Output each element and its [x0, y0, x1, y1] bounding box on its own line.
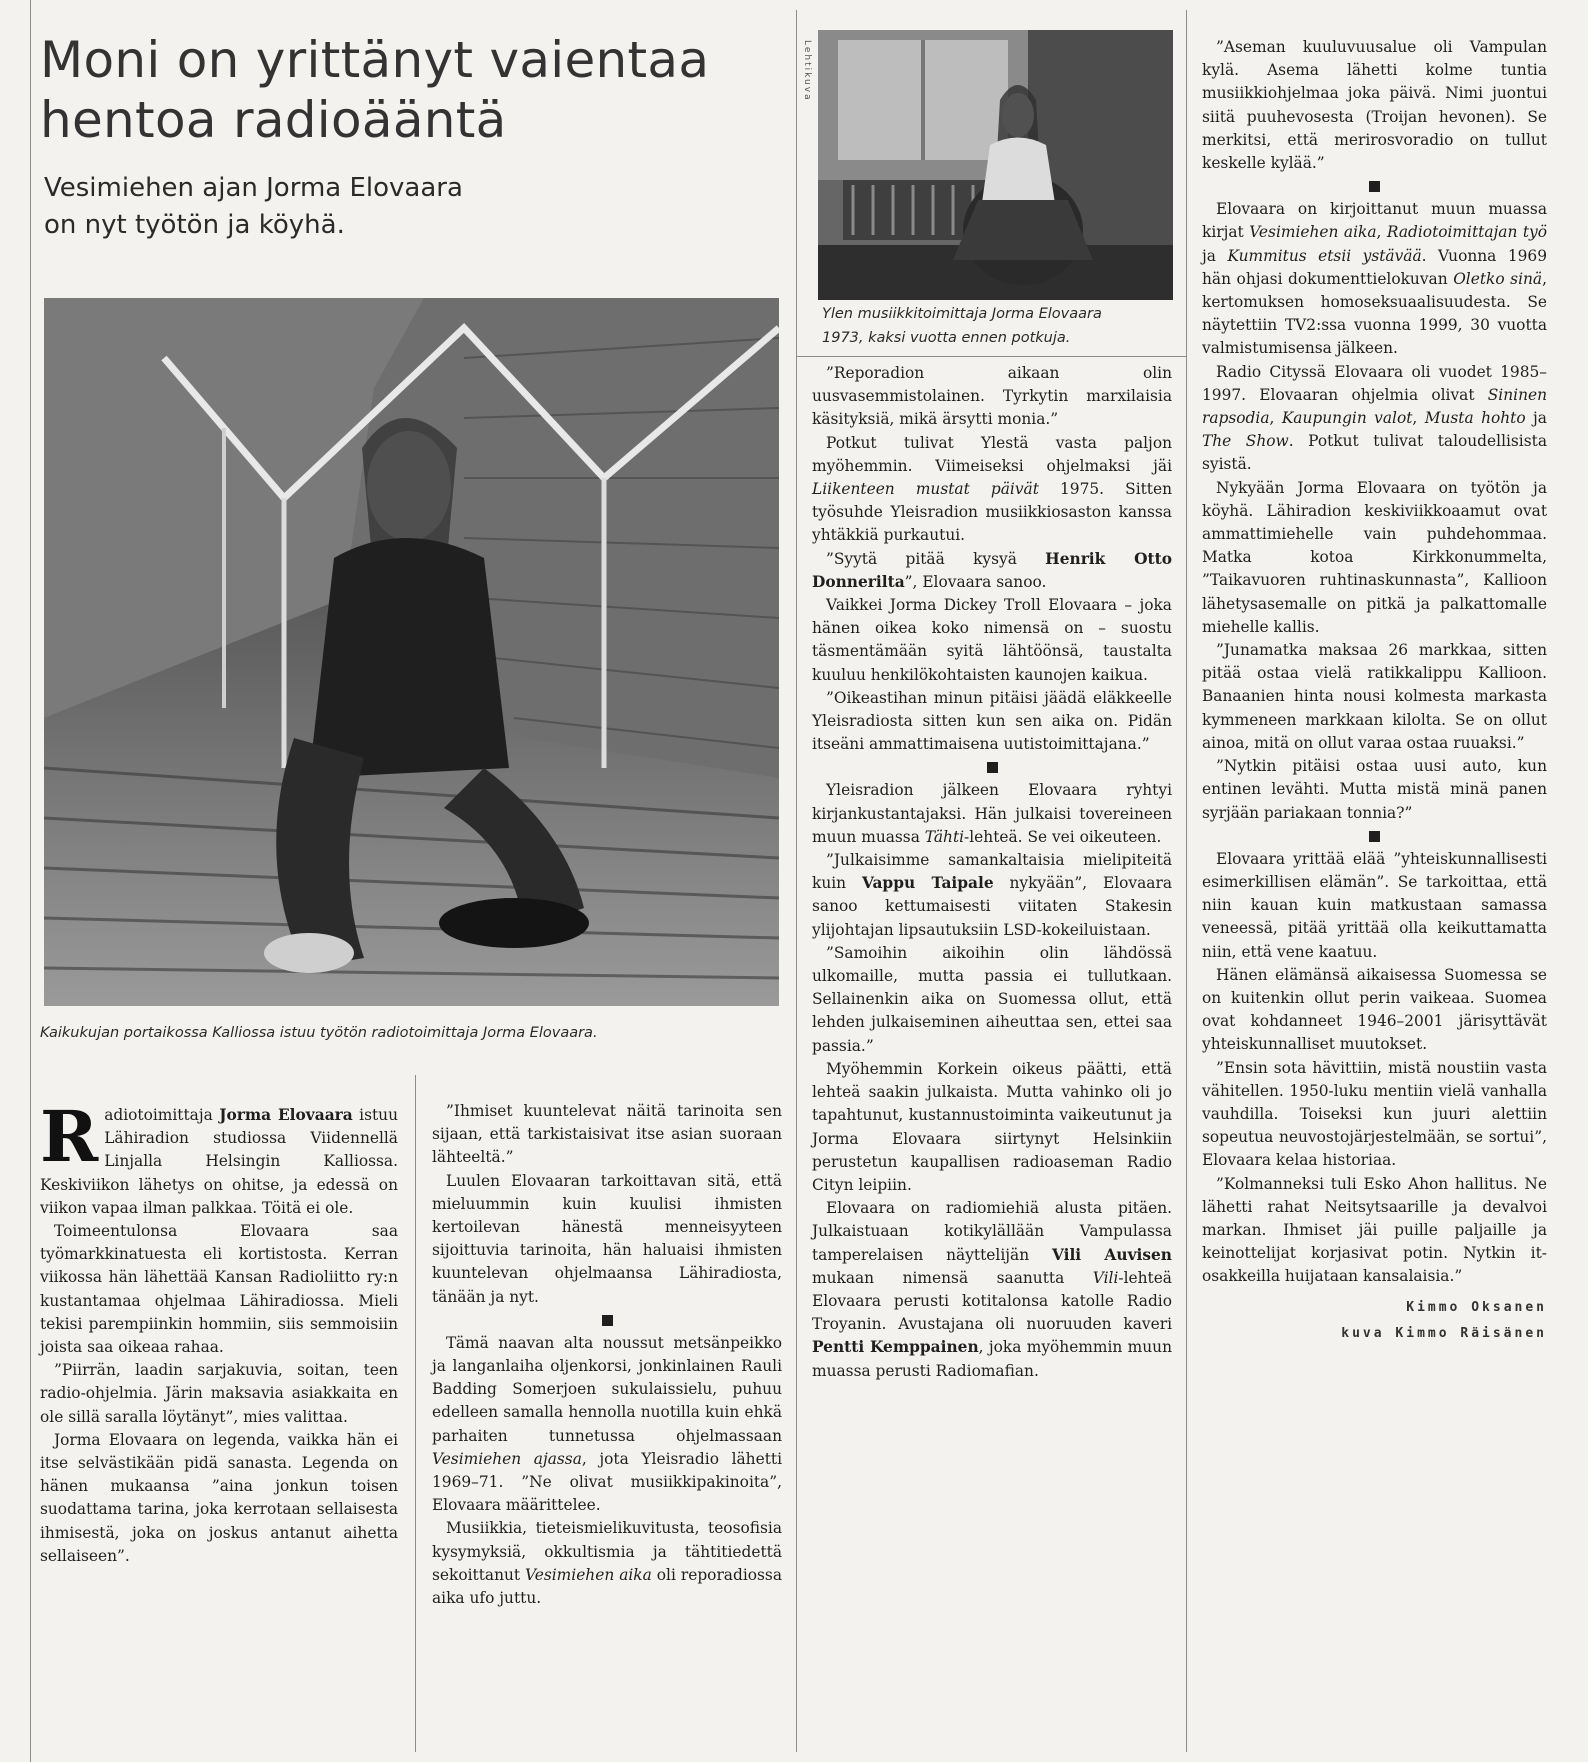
article-paragraph — [432, 1332, 782, 1518]
article-column-3 — [812, 362, 1172, 1383]
headline — [40, 30, 760, 150]
text-run: Elovaara on radiomiehiä alusta pitäen. Julkaistuaan kotikylällään Vampulassa tamperelaisen näyttelijän — [812, 1199, 1172, 1264]
person-name: Henrik Otto Donnerilta — [812, 549, 1172, 591]
text-run: adiotoimittaja — [104, 1106, 220, 1124]
headline-line-1: Moni on yrittänyt vaientaa — [40, 31, 710, 89]
subheadline-line-2: on nyt työtön ja köyhä. — [44, 210, 345, 240]
divider-under-small-photo — [796, 356, 1186, 357]
divider-col3-col4 — [1186, 10, 1187, 1752]
article-paragraph: ”Ihmiset kuuntelevat näitä tarinoita sen sijaan, että tarkistaisivat itse asian suoraan lähteeltä.” — [432, 1102, 782, 1167]
article-paragraph: Toimeentulonsa Elovaara saa työmarkkinatuesta eli kortistosta. Kerran viikossa hän lähettää Kansan Radioliitto ry:n kustantamaa ohjelmaa Lähiradiossa. Mieli tekisi parempiinkin hommiin, siis semmoisiin joista saa oikeaa rahaa. — [40, 1222, 398, 1357]
text-run: Musiikkia, tieteismielikuvitusta, teosofisia kysymyksiä, okkultismia ja tähtitiedettä sekoittanut — [432, 1519, 782, 1584]
text-run: ja — [1525, 409, 1547, 428]
small-photo — [818, 30, 1173, 300]
text-run: , joka myöhemmin muun muassa perusti Radiomafian. — [812, 1338, 1172, 1380]
program-title: Kaupungin valot — [1281, 409, 1413, 428]
article-paragraph: ”Reporadion aikaan olin uusvasemmistolainen. Tyrkytin marxilaisia käsityksiä, mikä ärsytti monia.” — [812, 364, 1172, 429]
article-column-2 — [432, 1100, 782, 1610]
program-title: Musta hohto — [1424, 409, 1526, 428]
person-name: Vappu Taipale — [861, 874, 994, 893]
drop-cap: R — [40, 1095, 99, 1178]
publication-title: Vili — [1092, 1268, 1119, 1287]
photo-credit: kuva Kimmo Räisänen — [1341, 1325, 1547, 1341]
article-paragraph: ”Kolmanneksi tuli Esko Ahon hallitus. Ne lähetti rahat Neitsytsaarille ja devalvoi markan. Ihmiset jäi puille paljaille ja keinottelijat korjasivat potin. Nytkin it-osakkeilla huijataan kansalaisia.” — [1202, 1174, 1547, 1286]
text-run: , — [1376, 223, 1387, 242]
text-run: Tämä naavan alta noussut metsänpeikko ja langanlaiha oljenkorsi, jonkinlainen Rauli Badding Somerjoen sukulaissielu, puhuu edelleen samalla hennolla nuotilla kuin ehkä parhaiten tunnetussa ohjelmassaan — [432, 1333, 782, 1445]
film-title: Oletko sinä — [1453, 269, 1543, 288]
section-break-square — [1369, 181, 1380, 192]
small-photo-caption — [822, 302, 1182, 350]
text-run: mukaan nimensä saanutta — [812, 1268, 1093, 1287]
text-run: ”Syytä pitää kysyä — [826, 549, 1046, 568]
program-title: Vesimiehen ajassa — [432, 1449, 582, 1468]
article-paragraph: Luulen Elovaaran tarkoittavan sitä, että mieluummin kuin kuulisi ihmisten kertoilevan hänestä menneisyyteen sijoittuvia tarinoita, hän haluaisi ihmisten kuuntelevan ohjelmaansa Lähiradiosta, tänään ja nyt. — [432, 1171, 782, 1306]
small-photo-credit: Lehtikuva — [802, 40, 812, 102]
article-paragraph: ”Piirrän, laadin sarjakuvia, soitan, teen radio-ohjelmia. Järin maksavia asiakkaita en ole sillä saralla löytänyt”, mies valittaa. — [40, 1361, 398, 1426]
text-run: . Vuonna 1969 hän ohjasi dokumenttielokuvan — [1202, 246, 1548, 288]
person-name: Pentti Kemppainen — [812, 1338, 979, 1357]
article-paragraph — [1202, 198, 1547, 360]
headline-line-2: hentoa radioääntä — [40, 91, 507, 149]
divider-photo-col — [796, 10, 797, 1752]
program-title: Liikenteen mustat päivät — [812, 480, 1039, 499]
article-paragraph: Hänen elämänsä aikaisessa Suomessa se on kuitenkin ollut perin vaikeaa. Suomea ovat kohdanneet 1946–2001 järisyttävät yhteiskunnalliset muutokset. — [1202, 965, 1547, 1054]
person-name: Jorma Elovaara — [219, 1106, 353, 1124]
article-paragraph — [812, 432, 1172, 548]
section-break-square — [602, 1315, 613, 1326]
text-run: nykyään”, Elovaara sanoo kettumaisesti viitaten Stakesin ylijohtajan lipsautuksiin LSD-kokeiluistaan. — [812, 874, 1172, 939]
text-run: 1975. Sitten työsuhde Yleisradion musiikkiosaston kanssa yhtäkkiä purkautui. — [812, 480, 1173, 545]
program-title: Vesimiehen aika — [525, 1565, 652, 1584]
article-paragraph — [432, 1517, 782, 1610]
article-paragraph: ”Aseman kuuluvuusalue oli Vampulan kylä. Asema lähetti kolme tuntia musiikkiohjelmaa joka päivä. Nimi juontui siitä puuhevosesta (Troijan hevonen). Se merkitsi, että merirosvoradio on tullut keskelle kylää.” — [1202, 38, 1547, 173]
text-run: istuu Lähiradion studiossa Viidennellä Linjalla Helsingin Kalliossa. Keskiviikon lähetys on ohitse, ja edessä on viikon vapaa ilman palkkaa. Töitä ei ole. — [40, 1106, 398, 1217]
text-run: , kertomuksen homoseksuaalisuudesta. Se näytettiin TV2:ssa vuonna 1999, 30 vuotta valmistumisensa jälkeen. — [1202, 269, 1547, 358]
article-paragraph: Jorma Elovaara on legenda, vaikka hän ei itse selvästikään pidä sanasta. Legenda on hänen mukaansa ”aina jonkun toisen suodattama tarina, joka kerrotaan sellaisesta ihmisestä, joka on joskus antanut aihetta sellaiseen”. — [40, 1430, 398, 1565]
text-run: oli reporadiossa aika ufo juttu. — [432, 1565, 782, 1608]
small-photo-caption-line-2: 1973, kaksi vuotta ennen potkuja. — [822, 330, 1071, 346]
byline — [1202, 1295, 1547, 1347]
text-run: ja — [1202, 246, 1228, 265]
author-name: Kimmo Oksanen — [1406, 1299, 1547, 1315]
article-paragraph: ”Junamatka maksaa 26 markkaa, sitten pitää ostaa vielä ratikkalippu Kallioon. Banaanien hinta nousi kolmesta markasta kymmeneen markkaan kilolta. Se on ollut ainoa, mitä on ollut varaa ostaa ruuaksi.” — [1202, 641, 1547, 752]
article-paragraph — [812, 779, 1172, 849]
program-title: Sininen rapsodia — [1202, 385, 1547, 428]
text-run: Elovaara on kirjoittanut muun muassa kirjat — [1202, 200, 1547, 242]
text-run: , jota Yleisradio lähetti 1969–71. ”Ne olivat musiikkipakinoita”, Elovaara määrittelee. — [432, 1449, 782, 1515]
section-break-square — [1369, 831, 1380, 842]
small-photo-image — [818, 30, 1173, 300]
article-paragraph — [1202, 361, 1547, 477]
article-paragraph: Nykyään Jorma Elovaara on työtön ja köyhä. Lähiradion keskiviikkoaamut ovat ammattimiehelle vain puhdehommaa. Matka kotoa Kirkkonummelta, ”Taikavuoren ruhtinaskunnasta”, Kallioon lähetysasemalle on pitkä ja palkattomalle miehelle kallis. — [1202, 478, 1547, 636]
article-column-1 — [40, 1095, 398, 1568]
article-paragraph: ”Oikeastihan minun pitäisi jäädä eläkkeelle Yleisradiosta sitten kun sen aika on. Pidän itseäni ammattimaisena uutistoimittajana.” — [812, 688, 1172, 754]
article-paragraph: ”Ensin sota hävittiin, mistä noustiin vasta vähitellen. 1950-luku mentiin vielä vanhalla vauhdilla. Toiseksi kun juuri alettiin sopeutua neuvostojärjestelmään, se sortui”, Elovaara kelaa historiaa. — [1202, 1058, 1547, 1170]
article-paragraph — [812, 548, 1172, 594]
text-run: Radio Cityssä Elovaara oli vuodet 1985–1997. Elovaaran ohjelmia olivat — [1202, 362, 1547, 404]
person-name: Vili Auvisen — [1051, 1245, 1173, 1264]
article-paragraph: Myöhemmin Korkein oikeus päätti, että lehteä saakin julkaista. Mutta vahinko oli jo tapahtunut, kustannustoiminta vaikeutunut ja Jorma Elovaara siirtynyt Helsinkiin perustetun kaupallisen radioaseman Radio Cityn leipiin. — [812, 1059, 1172, 1194]
main-photo-caption: Kaikukujan portaikossa Kalliossa istuu työtön radiotoimittaja Jorma Elovaara. — [40, 1025, 598, 1041]
book-title: Vesimiehen aika — [1249, 223, 1377, 242]
section-break-square — [987, 762, 998, 773]
article-paragraph — [40, 1095, 398, 1220]
subheadline — [44, 170, 624, 244]
text-run: , — [1412, 409, 1425, 428]
text-run: -lehteä. Se vei oikeuteen. — [964, 827, 1162, 846]
article-paragraph — [812, 849, 1172, 942]
program-title: The Show — [1202, 432, 1289, 451]
text-run: ”, Elovaara sanoo. — [904, 572, 1047, 591]
article-column-4 — [1202, 36, 1547, 1347]
text-run: . Potkut tulivat taloudellisista syistä. — [1202, 432, 1547, 474]
text-run: ”Julkaisimme samankaltaisia mielipiteitä kuin — [812, 851, 1172, 893]
book-title: Radiotoimittajan työ — [1386, 223, 1547, 242]
article-paragraph: Vaikkei Jorma Dickey Troll Elovaara – joka hänen oikea koko nimensä on – suostu täsmentämään syitä lähtöönsä, taustalta kuuluu henkilökohtaisten kaunojen kaikua. — [812, 596, 1172, 684]
article-paragraph: Elovaara yrittää elää ”yhteiskunnallisesti esimerkillisen elämän”. Se tarkoittaa, että niin kauan kuin matkustaan samassa veneessä, pitää yrittää olla keikuttamatta niin, että vene kaatuu. — [1202, 849, 1547, 961]
article-paragraph: ”Nytkin pitäisi ostaa uusi auto, kun entinen levähti. Mutta mistä minä panen syrjään pariakaan tonnia?” — [1202, 757, 1547, 822]
text-run: Potkut tulivat Ylestä vasta paljon myöhemmin. Viimeiseksi ohjelmaksi jäi — [812, 433, 1172, 475]
text-run: -lehteä Elovaara perusti kotitalonsa katolle Radio Troyanin. Avustajana oli nuoruuden kaveri — [812, 1268, 1172, 1334]
page-left-border — [30, 0, 31, 1762]
main-photo — [44, 298, 779, 1006]
article-paragraph — [812, 1197, 1172, 1383]
subheadline-line-1: Vesimiehen ajan Jorma Elovaara — [44, 173, 463, 203]
publication-title: Tähti — [924, 827, 965, 846]
main-photo-image — [44, 298, 779, 1006]
divider-col1-col2 — [415, 1075, 416, 1752]
article-paragraph: ”Samoihin aikoihin olin lähdössä ulkomaille, mutta passia ei tullutkaan. Sellainenkin aika on Suomessa ollut, että lehden julkaiseminen aiheuttaa sen, ettei saa passia.” — [812, 943, 1172, 1055]
text-run: Yleisradion jälkeen Elovaara ryhtyi kirjankustantajaksi. Hän julkaisi tovereineen muun muassa — [812, 781, 1172, 846]
small-photo-caption-line-1: Ylen musiikkitoimittaja Jorma Elovaara — [822, 306, 1102, 322]
book-title: Kummitus etsii ystävää — [1227, 246, 1422, 265]
text-run: , — [1269, 409, 1282, 428]
